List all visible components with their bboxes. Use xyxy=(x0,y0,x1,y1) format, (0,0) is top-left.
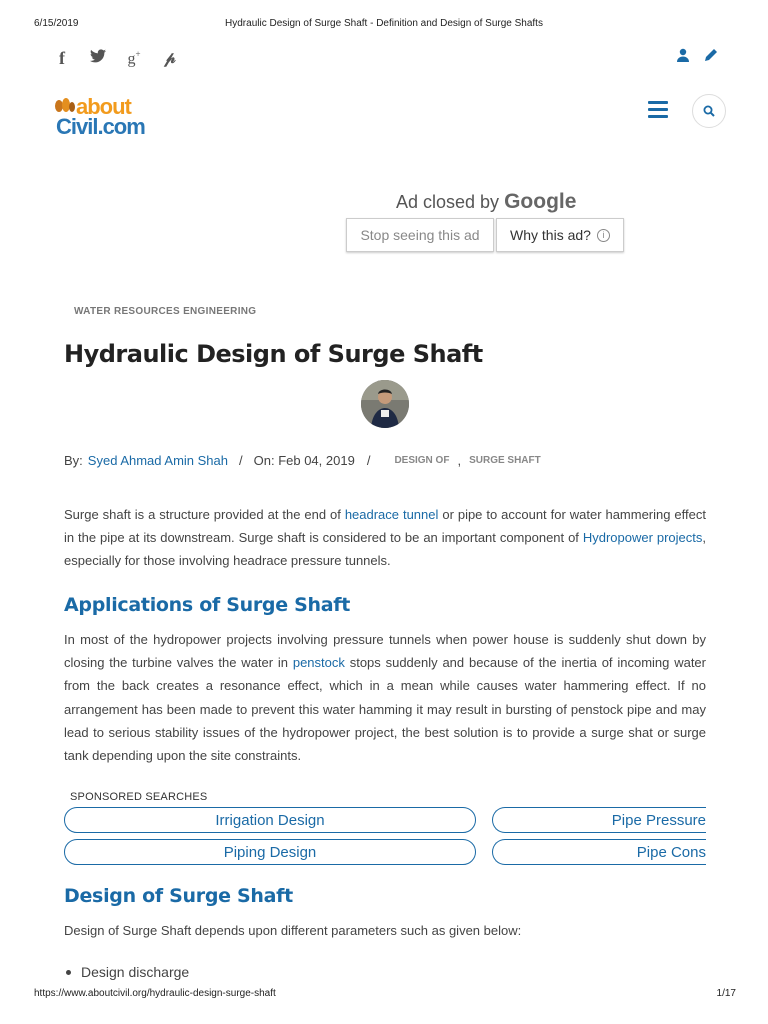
list-item-label: Design discharge xyxy=(81,964,190,980)
ad-closed-text xyxy=(396,190,576,214)
author-link[interactable]: Syed Ahmad Amin Shah xyxy=(87,453,228,468)
print-page-number: 1/17 xyxy=(716,988,736,999)
post-category[interactable]: WATER RESOURCES ENGINEERING xyxy=(74,306,257,317)
design-paragraph: Design of Surge Shaft depends upon different parameters such as given below: xyxy=(64,923,522,938)
headrace-tunnel-link[interactable]: headrace tunnel xyxy=(344,507,439,522)
ad-closed-label: Ad closed by xyxy=(396,192,500,212)
user-icon[interactable] xyxy=(676,48,690,67)
sponsored-search-link[interactable]: Pipe Pressure xyxy=(492,807,706,833)
search-button[interactable] xyxy=(692,94,726,128)
twitter-icon[interactable] xyxy=(88,49,108,68)
user-tools xyxy=(676,48,718,67)
sponsored-search-link[interactable]: Pipe Cons xyxy=(492,839,706,865)
tag-surge-shaft[interactable]: SURGE SHAFT xyxy=(469,455,541,466)
site-logo[interactable] xyxy=(54,94,154,140)
applications-paragraph: In most of the hydropower projects involving pressure tunnels when power house is suddenly shut down by closing the turbine valves the water in penstock stops suddenly and because of the inertia of incoming water from the back creates a resonance effect, which in a mean while causes water hammering effect. If no arrangement has been made to prevent this water hamming it may result in bursting of penstock pipe and may lead to serious stability issues of the hydropower project, the best solution is to provide a surge shat or surge tank depending upon the site constraints. xyxy=(64,632,706,764)
info-icon: i xyxy=(597,229,610,242)
penstock-link[interactable]: penstock xyxy=(292,655,345,671)
sponsored-search-link[interactable]: Piping Design xyxy=(64,839,476,865)
hydropower-projects-link[interactable]: Hydropower projects xyxy=(582,530,703,546)
intro-paragraph: Surge shaft is a structure provided at the end of headrace tunnel or pipe to account for water hammering effect in the pipe at its downstream. Surge shaft is considered to be an important component of Hydropower projects, especially for those involving headrace pressure tunnels. xyxy=(64,507,706,569)
sponsored-search-link[interactable]: Irrigation Design xyxy=(64,807,476,833)
print-date: 6/15/2019 xyxy=(34,18,79,29)
design-heading: Design of Surge Shaft xyxy=(64,885,293,907)
social-links xyxy=(52,48,180,69)
pinterest-icon[interactable]: 𝓅 xyxy=(164,49,176,67)
print-footer xyxy=(0,988,768,1024)
print-header xyxy=(0,0,768,34)
stop-seeing-ad-label: Stop seeing this ad xyxy=(360,227,480,243)
sponsored-searches-label: SPONSORED SEARCHES xyxy=(70,791,208,803)
google-plus-icon[interactable]: g+ xyxy=(127,48,141,68)
post-date: On: Feb 04, 2019 xyxy=(253,453,355,468)
search-icon xyxy=(703,105,715,117)
applications-heading: Applications of Surge Shaft xyxy=(64,594,351,616)
page-title: Hydraulic Design of Surge Shaft xyxy=(64,340,483,368)
why-this-ad-button[interactable] xyxy=(496,218,624,252)
author-avatar[interactable] xyxy=(361,380,409,428)
pencil-icon[interactable] xyxy=(704,48,718,67)
logo-text-about: about xyxy=(76,94,131,119)
print-url: https://www.aboutcivil.org/hydraulic-design-surge-shaft xyxy=(34,988,276,999)
list-item xyxy=(66,964,189,980)
google-logo: Google xyxy=(504,190,577,213)
logo-nuts-icon xyxy=(54,97,76,113)
stop-seeing-ad-button[interactable] xyxy=(346,218,494,252)
print-title: Hydraulic Design of Surge Shaft - Definition and Design of Surge Shafts xyxy=(225,18,543,29)
by-label: By: xyxy=(64,453,83,468)
post-meta: By: Syed Ahmad Amin Shah / On: Feb 04, 2019 / DESIGN OF , SURGE SHAFT xyxy=(64,453,541,468)
why-this-ad-label: Why this ad? xyxy=(510,227,591,243)
menu-icon[interactable] xyxy=(648,101,668,119)
tag-design-of[interactable]: DESIGN OF xyxy=(394,455,450,466)
logo-text-civil: Civil.com xyxy=(56,114,145,139)
facebook-icon[interactable]: f xyxy=(59,48,65,68)
